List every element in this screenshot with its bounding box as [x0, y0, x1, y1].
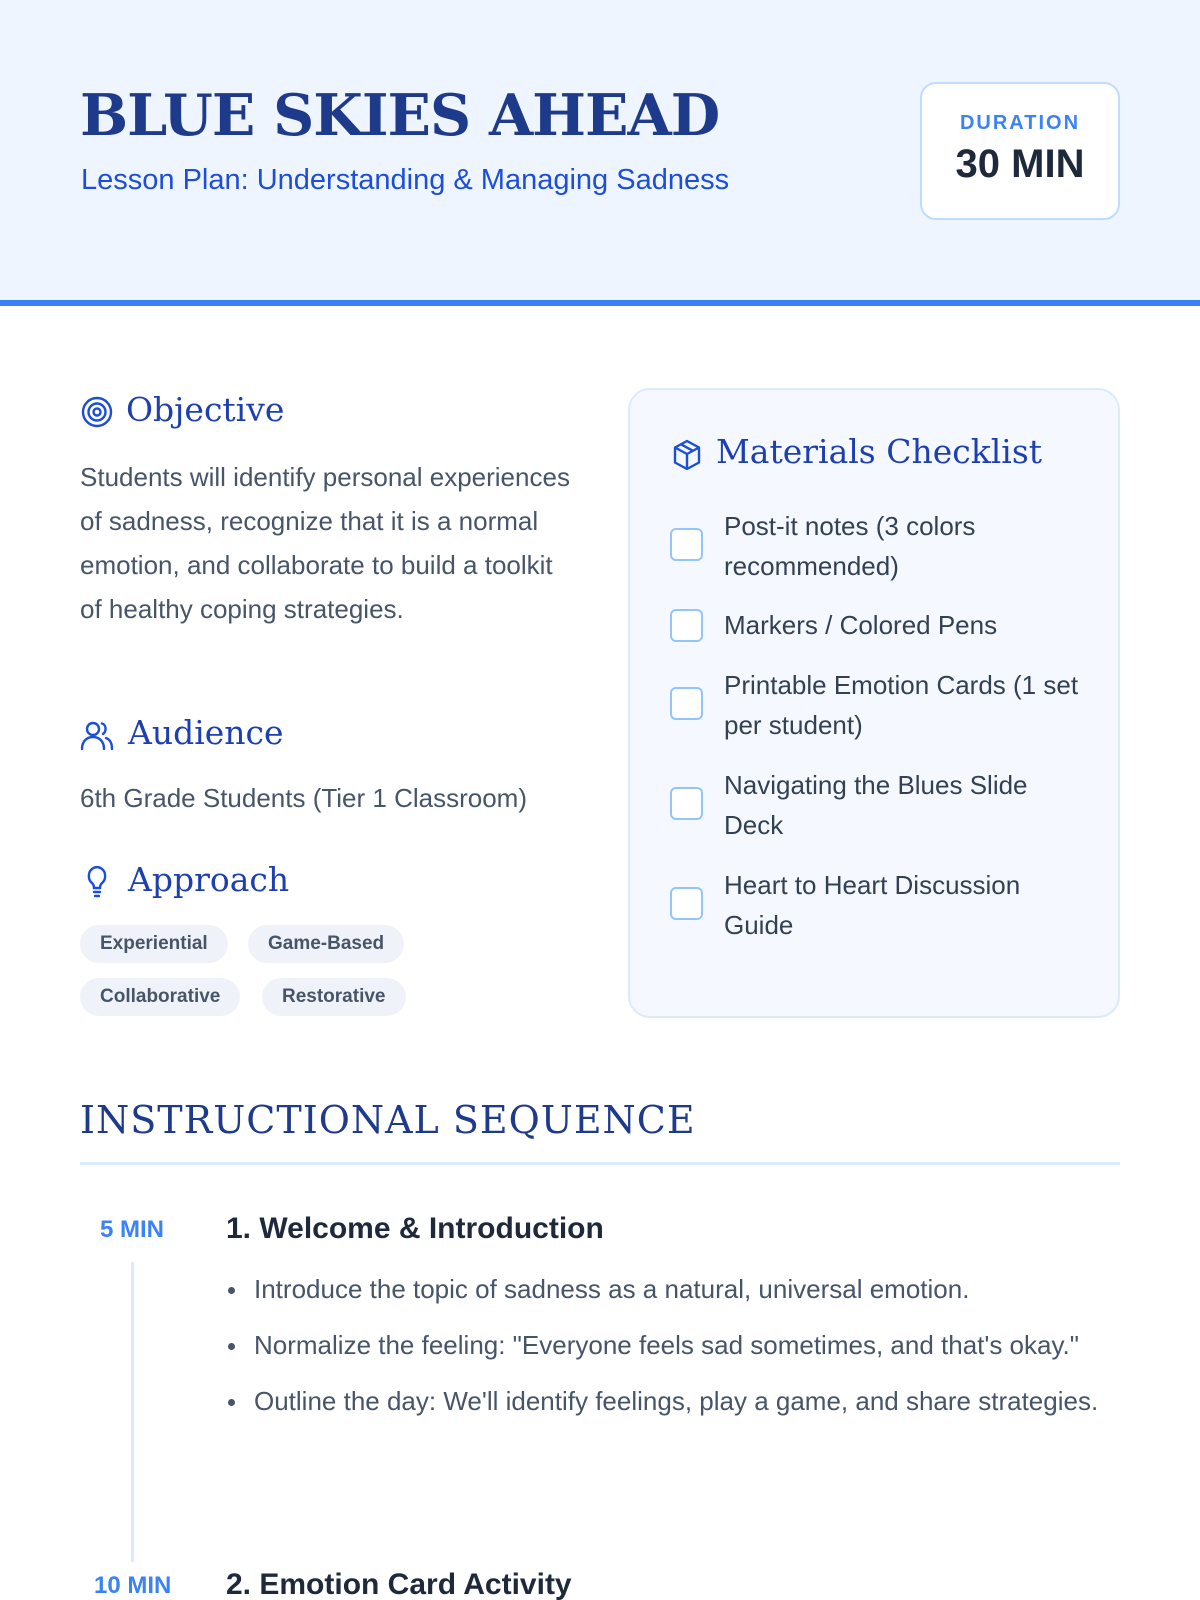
checkbox[interactable]	[670, 887, 703, 920]
lightbulb-icon	[80, 864, 114, 898]
step-bullet-list	[226, 1268, 1106, 1436]
checklist-item-label: Printable Emotion Cards (1 set per student)	[724, 670, 1079, 740]
lesson-subtitle: Lesson Plan: Understanding & Managing Sadness	[81, 164, 730, 196]
lesson-title: BLUE SKIES AHEAD	[80, 82, 720, 149]
checkbox[interactable]	[670, 528, 703, 561]
box-icon	[670, 438, 704, 472]
list-item: Outline the day: We'll identify feelings, play a game, and share strategies.	[226, 1380, 1106, 1423]
approach-tag: Game-Based	[248, 925, 404, 963]
checkbox[interactable]	[670, 609, 703, 642]
step-time: 5 MIN	[100, 1216, 165, 1243]
duration-value: 30 MIN	[955, 142, 1085, 186]
step-time: 10 MIN	[94, 1572, 172, 1599]
approach-heading: Approach	[128, 860, 290, 899]
materials-heading: Materials Checklist	[716, 432, 1043, 471]
checklist-item-label: Markers / Colored Pens	[724, 610, 998, 640]
target-icon	[80, 395, 114, 429]
sequence-heading: INSTRUCTIONAL SEQUENCE	[80, 1098, 696, 1142]
audience-heading: Audience	[128, 713, 284, 752]
step-title: 1. Welcome & Introduction	[226, 1212, 604, 1245]
users-icon	[80, 718, 114, 752]
approach-tag: Experiential	[80, 925, 228, 963]
checklist-item-label: Navigating the Blues Slide Deck	[724, 770, 1028, 840]
duration-label: DURATION	[959, 112, 1081, 134]
list-item: Normalize the feeling: "Everyone feels sad sometimes, and that's okay."	[226, 1324, 1106, 1367]
list-item: Introduce the topic of sadness as a natural, universal emotion.	[226, 1268, 1106, 1311]
materials-checklist-card	[628, 388, 1120, 1018]
divider	[80, 1162, 1120, 1165]
approach-tag: Restorative	[262, 978, 406, 1016]
checkbox[interactable]	[670, 787, 703, 820]
objective-heading: Objective	[126, 390, 285, 429]
audience-text: 6th Grade Students (Tier 1 Classroom)	[80, 783, 527, 813]
checklist-item-label: Post-it notes (3 colors recommended)	[724, 511, 976, 581]
checklist-item-label: Heart to Heart Discussion Guide	[724, 870, 1021, 940]
lesson-header	[0, 0, 1200, 306]
duration-badge	[920, 82, 1120, 220]
approach-tag: Collaborative	[80, 978, 240, 1016]
step-title: 2. Emotion Card Activity	[226, 1568, 572, 1600]
objective-text: Students will identify personal experiences of sadness, recognize that it is a normal emotion, and collaborate to build a toolkit of healthy coping strategies.	[80, 462, 570, 624]
checkbox[interactable]	[670, 687, 703, 720]
timeline-line	[131, 1262, 134, 1562]
